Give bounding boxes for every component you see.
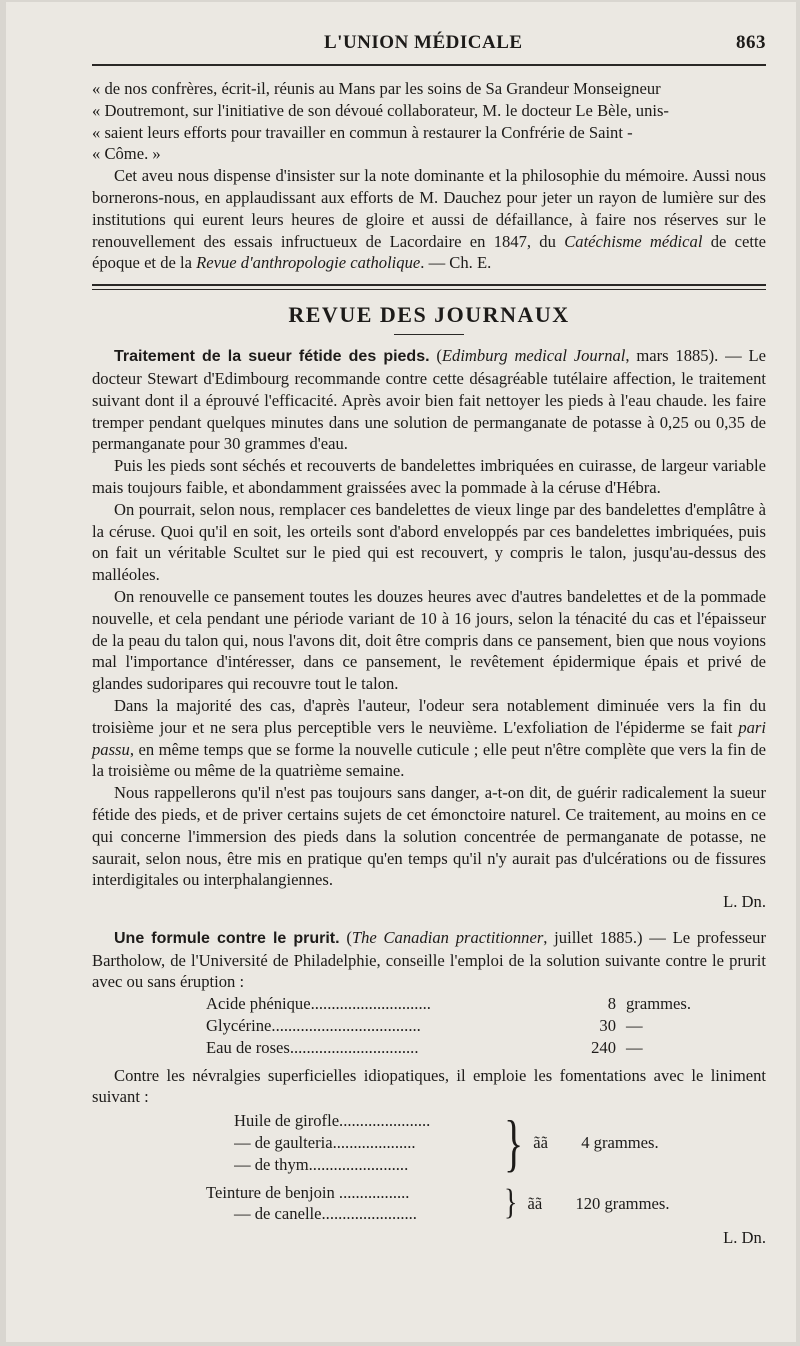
teinture-ingredient: — de canelle....................... xyxy=(234,1204,417,1224)
liniment-quantity: 4 grammes. xyxy=(581,1133,659,1153)
intro-italic-revue: Revue d'anthropologie catholique xyxy=(196,253,421,273)
article1-source-open: ( xyxy=(429,346,442,366)
liniment-ingredient: Huile de girofle...................... xyxy=(234,1111,431,1131)
teinture-quantity: 120 grammes. xyxy=(575,1193,670,1213)
article1-paragraph-6: Nous rappellerons qu'il n'est pas toujours sans danger, a-t-on dit, de guérir radicalement la sueur fétide des pieds, et de priver certains sujets de cet émonctoire naturel. Ce traitement, au moins en ce qui concerne l'immersion des pieds dans la solution concentrée de permanganate de potasse, ne saurait, selon nous, être mis en pratique qu'en temps qu'il n'y aurait pas d'ulcérations ou de fissures interdigitales ou interphalangiennes. xyxy=(92,783,766,890)
intro-block xyxy=(92,78,766,274)
recipe-row xyxy=(92,1015,766,1037)
article2-heading: Une formule contre le prurit. xyxy=(114,929,340,947)
teinture-ingredients xyxy=(206,1182,504,1226)
quote-line-1: « de nos confrères, écrit-il, réunis au Mans par les soins de Sa Grandeur Monseigneur xyxy=(92,79,661,98)
section-title-rule xyxy=(394,334,464,335)
recipe-ingredient: Eau de roses............................... xyxy=(206,1037,419,1057)
article2-lead-text: — Le professeur Bartholow, de l'Université de Philadelphie, conseille l'emploi de la solution suivante contre le prurit avec ou sans éruption : xyxy=(92,927,766,992)
recipe-quantity: 240 xyxy=(591,1037,616,1057)
recipe-row xyxy=(92,1037,766,1059)
quote-line-4: « Côme. » xyxy=(92,144,161,164)
recipe-quantity: 8 xyxy=(607,994,616,1014)
brace-icon: } xyxy=(504,1182,518,1223)
recipe-unit: — xyxy=(626,1016,643,1036)
article2-source-open: ( xyxy=(339,927,352,947)
intro-text-end: . — Ch. E. xyxy=(420,253,492,273)
recipe-row xyxy=(92,993,766,1015)
recipe-ingredient: Acide phénique............................. xyxy=(206,994,431,1014)
article-prurit xyxy=(92,927,766,1249)
liniment-ingredient: — de thym........................ xyxy=(234,1154,409,1174)
intro-text-start: Cet aveu nous dispense d'insister sur la note dominante et la philosophie du mémoire. Aussi nous bornerons-nous, en applaudissant aux efforts de M. Dauchez pour jeter un rayon de lumière sur des institutions qui eurent leurs heures de gloire et aussi de défaillance, à faire nos réserves sur le renouvellement des essais infructueux de Lacordaire en 1847, du xyxy=(92,166,766,251)
section-title: REVUE DES JOURNAUX xyxy=(288,302,570,328)
article2-source: The Canadian practitionner xyxy=(351,927,544,947)
article1-lead-text: — Le docteur Stewart d'Edimbourg recommande contre cette désagréable tutélaire affection, le traitement suivant dont il a éprouvé l'efficacité. Après avoir bien fait nettoyer les pieds à l'eau chaude. les faire tremper pendant quelques minutes dans une solution de permanganate de potasse à 0,25 ou 0,35 de permanganate pour 30 grammes d'eau. xyxy=(92,346,766,454)
teinture-ana: ãã xyxy=(527,1193,543,1213)
intro-text-mid: de cette époque et de la xyxy=(92,231,766,273)
article2-paragraph-2: Contre les névralgies superficielles idiopatiques, il emploie les fomentations avec le liniment suivant : xyxy=(92,1065,766,1107)
liniment-ingredient: — de gaulteria.................... xyxy=(234,1133,416,1153)
recipe-ingredient: Glycérine.................................... xyxy=(206,1016,421,1036)
liniment-ingredients xyxy=(234,1110,504,1175)
article1-paragraph-2: Puis les pieds sont séchés et recouverts de bandelettes imbriquées en cuirasse, de largeur variable mais toujours faible, et abondamment graissées avec la pommade à la céruse d'Hébra. xyxy=(92,456,766,497)
page-number: 863 xyxy=(736,32,766,53)
quote xyxy=(92,78,766,165)
page xyxy=(6,2,796,1342)
liniment-ana: ãã xyxy=(533,1133,548,1153)
intro-paragraph xyxy=(92,165,766,274)
recipe-quantity: 30 xyxy=(599,1016,616,1036)
recipe-teinture xyxy=(92,1182,766,1226)
recipe-liniment xyxy=(92,1106,766,1179)
recipe-unit: grammes. xyxy=(626,994,691,1014)
article1-paragraph-3: On pourrait, selon nous, remplacer ces bandelettes de vieux linge par des bandelettes d'emplâtre à la céruse. Quoi qu'il en soit, les orteils sont d'abord enveloppés par ces bandelettes imbriquées, puis on fait un véritable Scultet sur le pied qui est recouvert, y compris le talon, jusqu'au-dessus des malléoles. xyxy=(92,499,766,585)
article1-p5-start: Dans la majorité des cas, d'après l'auteur, l'odeur sera notablement diminuée vers la fin du troisième jour et ne sera plus perceptible vers le neuvième. L'exfoliation de l'épiderme se fait xyxy=(92,695,766,737)
brace-icon: } xyxy=(504,1106,524,1179)
article1-heading: Traitement de la sueur fétide des pieds. xyxy=(114,348,430,366)
running-header xyxy=(92,32,766,60)
article1-paragraph-5 xyxy=(92,695,766,782)
recipe-prurit xyxy=(92,993,766,1058)
header-rule xyxy=(92,64,766,66)
article-sueur xyxy=(92,345,766,913)
article2-signature: L. Dn. xyxy=(723,1228,766,1248)
quote-line-2: « Doutremont, sur l'initiative de son dévoué collaborateur, M. le docteur Le Bèle, unis- xyxy=(92,100,669,120)
quote-line-3: « saient leurs efforts pour travailler en commun à restaurer la Confrérie de Saint - xyxy=(92,122,633,142)
article2-source-close: , juillet 1885.) xyxy=(543,927,643,947)
article1-signature: L. Dn. xyxy=(723,892,766,912)
recipe-unit: — xyxy=(626,1037,643,1057)
article1-paragraph-4: On renouvelle ce pansement toutes les douzes heures avec d'autres bandelettes et de la pommade nouvelle, et cela pendant une période variant de 10 à 16 jours, selon la ténacité du cas et l'épaisseur de la peau du talon qui, nous l'avons dit, doit être compris dans ce pansement, bien que nous voyions mal l'importance d'intéresser, dans ce pansement, le revêtement épidermique épais et privé de glandes sudoripares qui recouvre tout le talon. xyxy=(92,586,766,694)
article1-lead xyxy=(92,345,766,455)
article1-p5-end: , en même temps que se forme la nouvelle cuticule ; elle peut n'être complète que vers la fin de la troisième ou même de la quatrième semaine. xyxy=(92,739,766,781)
article2-lead xyxy=(92,927,766,993)
teinture-ingredient: Teinture de benjoin ................. xyxy=(206,1182,410,1202)
article1-p5-italic: pari passu xyxy=(92,717,766,759)
article1-source: Edimburg medical Journal xyxy=(441,346,626,366)
section-rule xyxy=(92,284,766,290)
intro-italic-catechisme: Catéchisme médical xyxy=(564,231,703,251)
article1-source-close: , mars 1885). xyxy=(625,346,719,366)
journal-title: L'UNION MÉDICALE xyxy=(324,32,523,53)
